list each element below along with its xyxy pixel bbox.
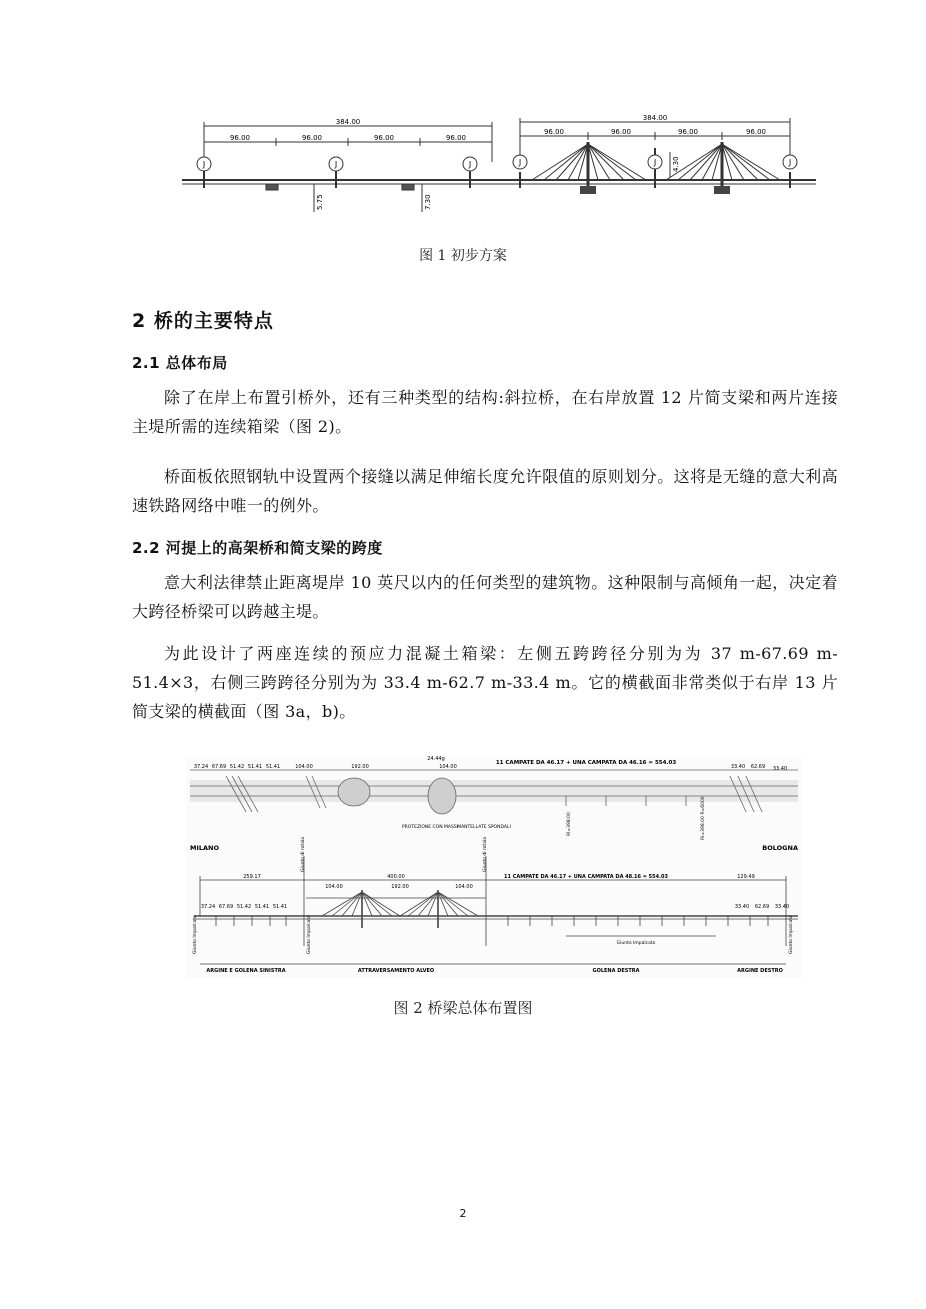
plan-span-label: 37.24 — [193, 764, 209, 770]
joint-deck-label: Giunto Impalcato — [193, 915, 198, 954]
cable-span-label: 104.00 — [325, 884, 343, 890]
paragraph: 为此设计了两座连续的预应力混凝土箱梁：左侧五跨跨径分别为为 37 m-67.69 m-51.4×3，右侧三跨跨径分别为为 33.4 m-62.7 m-33.4 m。它的横截面非常类似于右岸 13 片简支梁的横截面（图 3a，b)。 — [132, 644, 838, 721]
dim-span: 96.00 — [610, 128, 632, 136]
angle-label: 24.44g — [427, 756, 445, 762]
dim-span: 96.00 — [745, 128, 767, 136]
elev-span-label: 67.69 — [218, 904, 234, 910]
plan-title: 11 CAMPATE DA 46.17 + UNA CAMPATA DA 46.16 = 554.03 — [495, 760, 677, 766]
plan-span-label: 33.40 — [730, 764, 746, 770]
plan-span-label: 51.41 — [247, 764, 263, 770]
subsection-heading: 2.1 总体布局 — [132, 354, 228, 372]
dim-span: 96.00 — [301, 134, 323, 142]
dim-span: 96.00 — [445, 134, 467, 142]
elev-span-label: 51.41 — [272, 904, 288, 910]
paragraph: 桥面板依照钢轨中设置两个接缝以满足伸缩长度允许限值的原则划分。这将是无缝的意大利高速铁路网络中唯一的例外。 — [132, 467, 838, 515]
elev-span-label: 37.24 — [200, 904, 216, 910]
city-milano: MILANO — [190, 844, 220, 852]
figure-2-bridge-layout — [186, 756, 802, 978]
joint-deck-label: Giunto Impalcato — [307, 915, 312, 954]
plan-span-label: 62.69 — [750, 764, 766, 770]
joint-deck-label: Giunto Impalcato — [616, 941, 656, 946]
figure-2-caption: 图 2 桥梁总体布置图 — [393, 999, 533, 1017]
note-mantellate: MANTELLATE SPONDALI — [457, 825, 511, 830]
plan-span-label: 104.00 — [439, 764, 457, 770]
dim-height: 5.75 — [316, 194, 324, 210]
dim-total: 384.00 — [642, 114, 668, 122]
joint-label: J — [468, 160, 472, 169]
plan-view — [190, 770, 798, 814]
elev-span-label: 62.69 — [754, 904, 770, 910]
elevation-view — [194, 856, 798, 964]
joint-label: J — [518, 158, 522, 167]
elev-span-label: 51.42 — [236, 904, 252, 910]
radius-label: Rl=398.00 R=6000 — [701, 796, 706, 840]
joint-label: J — [653, 158, 657, 167]
dim-span: 96.00 — [229, 134, 251, 142]
note-protezione: PROTEZIONE CON MASSI — [401, 825, 459, 830]
subsection-heading: 2.2 河提上的高架桥和简支梁的跨度 — [132, 539, 383, 557]
cable-span-label: 192.00 — [391, 884, 409, 890]
section-heading: 2 桥的主要特点 — [132, 310, 274, 332]
dim-height: 4.30 — [672, 156, 680, 172]
total-mid: 400.00 — [387, 874, 405, 880]
region-label: ARGINE E GOLENA SINISTRA — [206, 968, 286, 974]
plan-span-label: 67.69 — [211, 764, 227, 770]
total-right: 129.49 — [737, 874, 755, 880]
total-left: 259.17 — [243, 874, 261, 880]
plan-span-label: 192.00 — [351, 764, 369, 770]
joint-rail-label: Giunto di rotaia — [301, 837, 306, 872]
figure-1-caption: 图 1 初步方案 — [419, 248, 507, 264]
radius-label: Rl=398.00 — [567, 812, 572, 836]
joint-label: J — [788, 158, 792, 167]
figure-1-preliminary-scheme — [180, 112, 820, 224]
joint-label: J — [334, 160, 338, 169]
paragraph: 除了在岸上布置引桥外，还有三种类型的结构:斜拉桥，在右岸放置 12 片简支梁和两片连接主堤所需的连续箱梁（图 2)。 — [132, 388, 838, 436]
plan-span-label: 33.40 — [772, 766, 788, 772]
page-number: 2 — [459, 1207, 467, 1220]
plan-span-label: 51.41 — [265, 764, 281, 770]
region-label: ARGINE DESTRO — [737, 968, 783, 974]
joint-rail-label: Giunto di rotaia — [483, 837, 488, 872]
paragraph: 意大利法律禁止距离堤岸 10 英尺以内的任何类型的建筑物。这种限制与高倾角一起，决定着大跨径桥梁可以跨越主堤。 — [132, 573, 838, 621]
city-bologna: BOLOGNA — [762, 844, 798, 852]
elevation-title: 11 CAMPATE DA 46.17 + UNA CAMPATA DA 48.16 = 554.03 — [504, 874, 668, 880]
plan-span-label: 104.00 — [295, 764, 313, 770]
dim-span: 96.00 — [677, 128, 699, 136]
dim-total: 384.00 — [335, 118, 361, 126]
joint-label: J — [202, 160, 206, 169]
dim-span: 96.00 — [373, 134, 395, 142]
dim-span: 96.00 — [543, 128, 565, 136]
elev-span-label: 33.40 — [774, 904, 790, 910]
elev-span-label: 51.41 — [254, 904, 270, 910]
cable-span-label: 104.00 — [455, 884, 473, 890]
region-label: ATTRAVERSAMENTO ALVEO — [357, 968, 435, 974]
elev-span-label: 33.40 — [734, 904, 750, 910]
plan-span-label: 51.42 — [229, 764, 245, 770]
dim-height: 7.30 — [424, 194, 432, 210]
region-label: GOLENA DESTRA — [592, 968, 640, 974]
joint-deck-label: Giunto Impalcato — [789, 915, 794, 954]
